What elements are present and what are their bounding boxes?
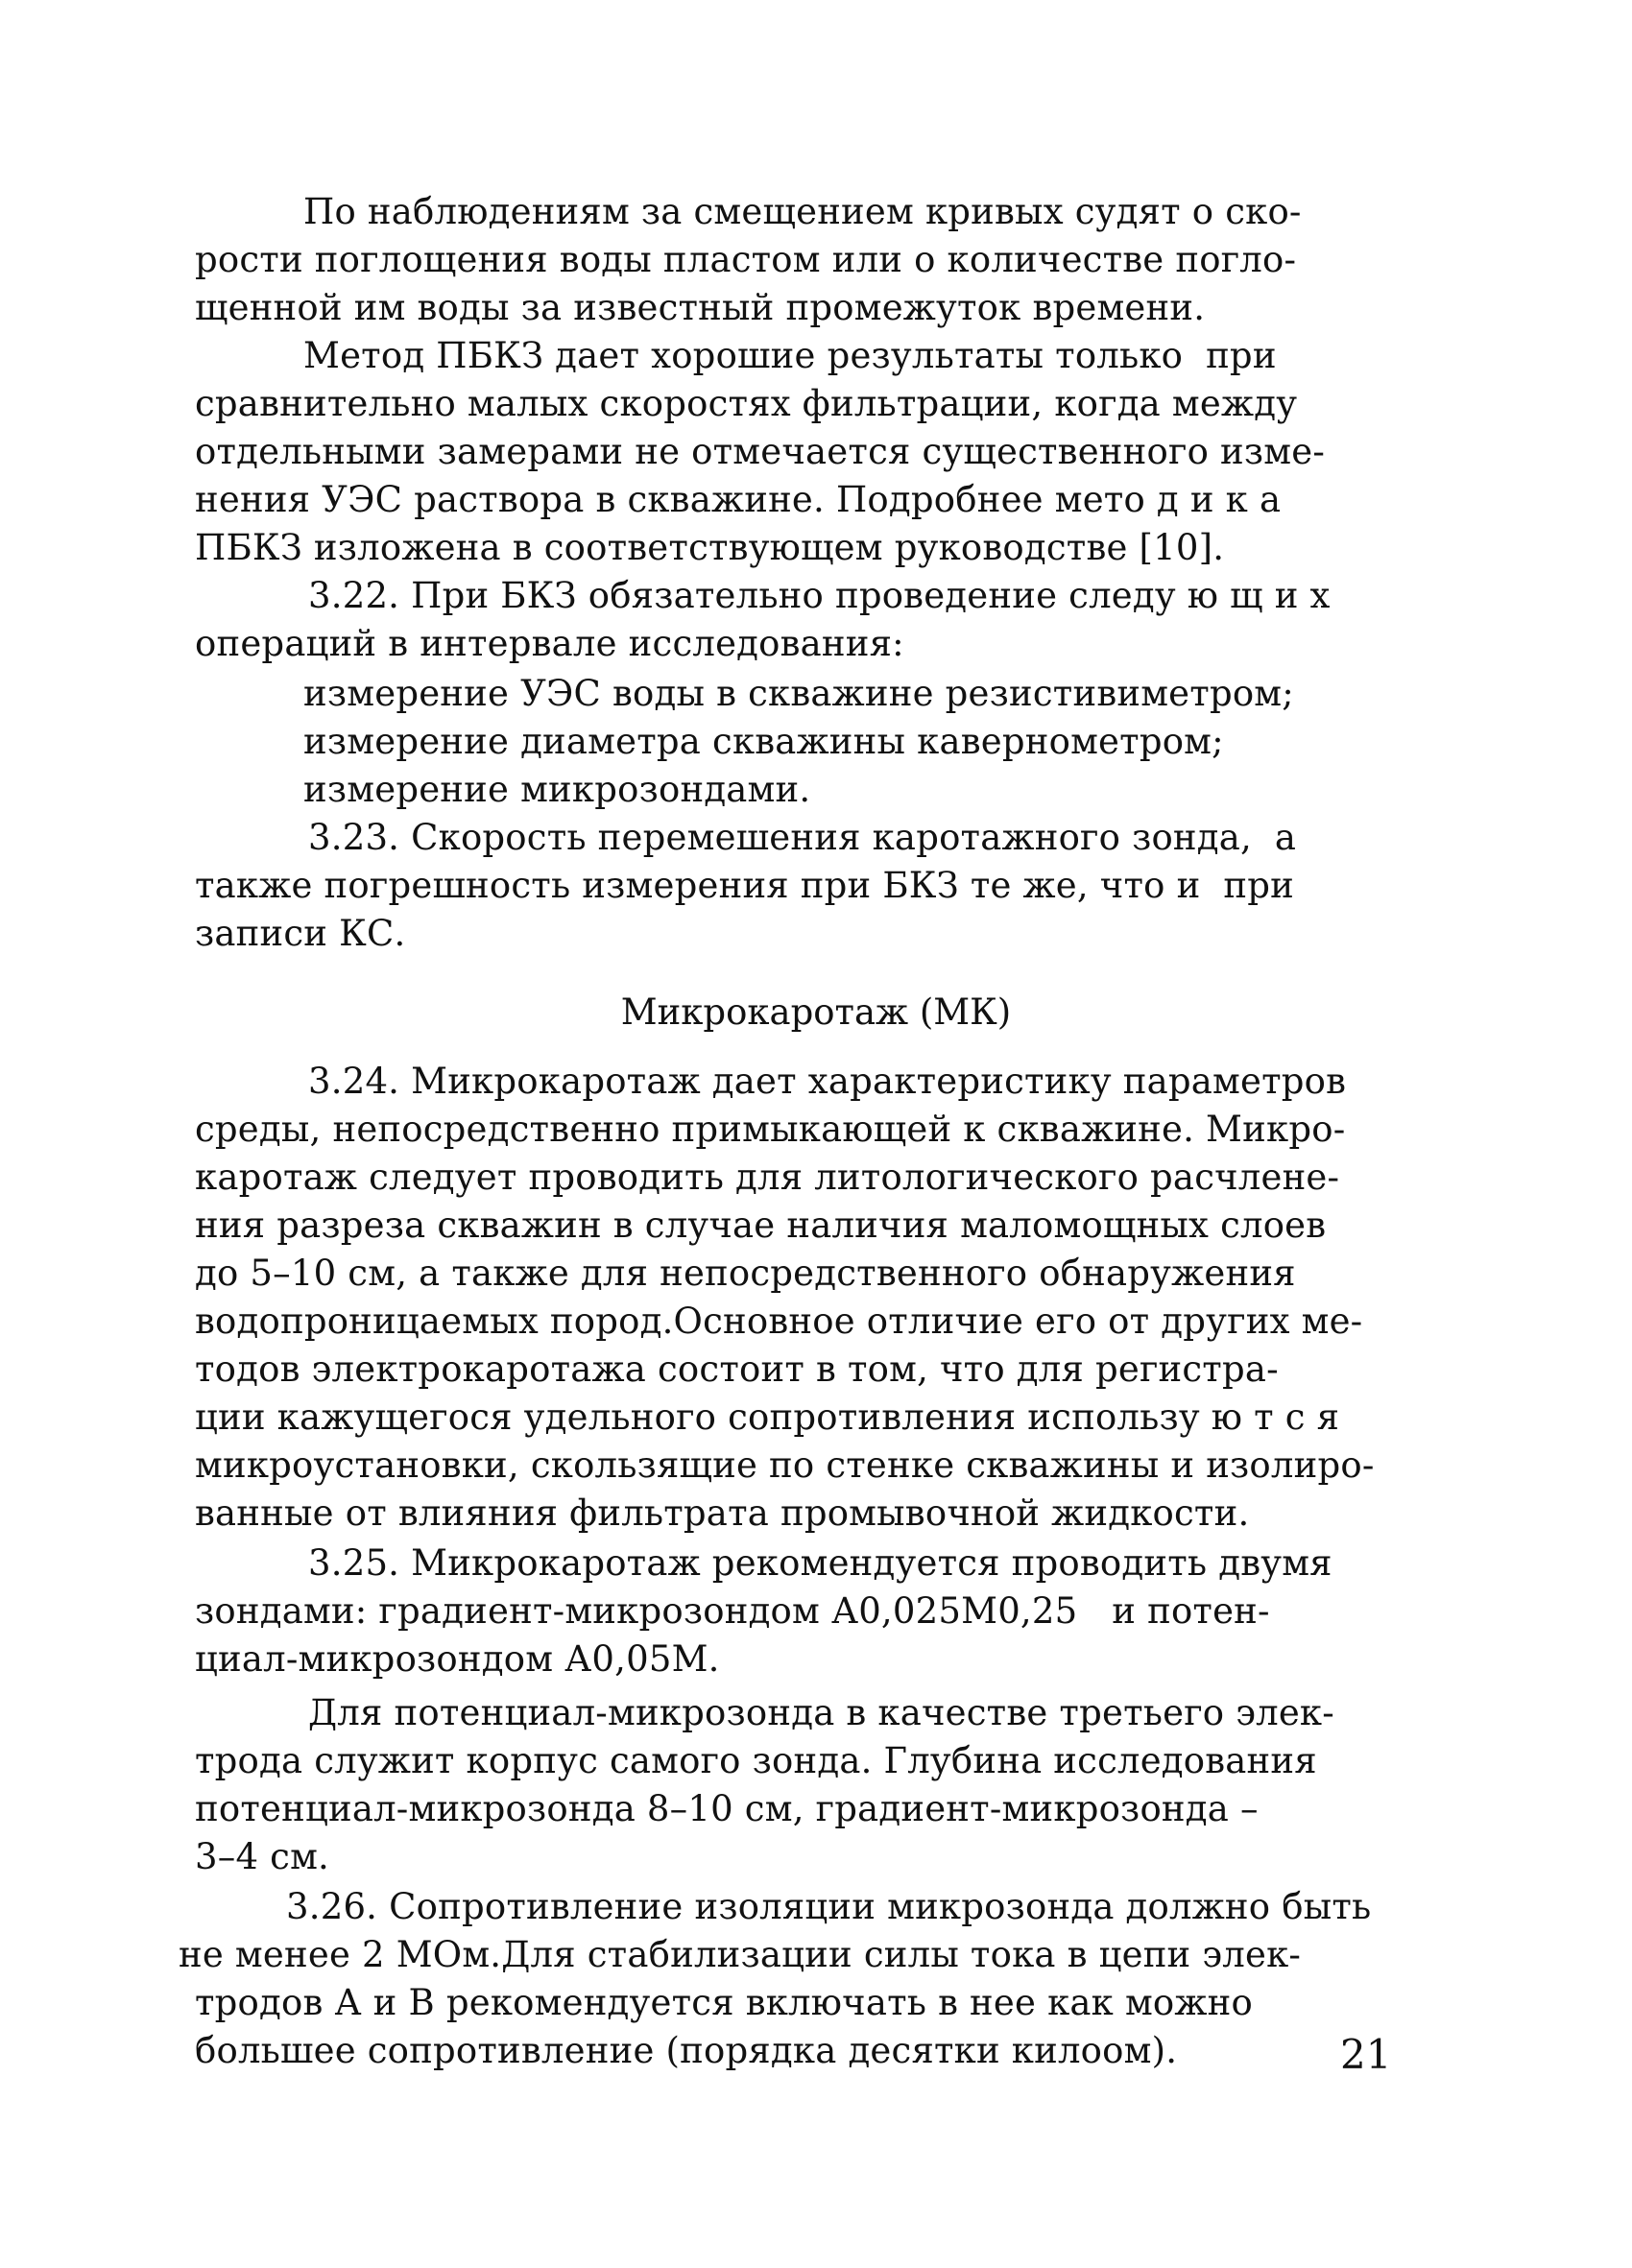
text-line: тодов электрокаротажа состоит в том, что для регистра- — [195, 1349, 1279, 1390]
list-item: измерение УЭС воды в скважине резистивиметром; — [303, 673, 1294, 714]
text-line: ванные от влияния фильтрата промывочной жидкости. — [195, 1492, 1250, 1534]
text-line: записи КС. — [195, 913, 406, 954]
text-line: каротаж следует проводить для литологического расчлене- — [195, 1157, 1340, 1198]
list-item: измерение микрозондами. — [303, 769, 811, 810]
text-line: зондами: градиент-микрозондом А0,025М0,25 и потен- — [195, 1590, 1270, 1632]
text-line: ния разреза скважин в случае наличия маломощных слоев — [195, 1205, 1327, 1246]
text-line: щенной им воды за известный промежуток времени. — [195, 287, 1206, 328]
text-line: ции кажущегося удельного сопротивления использу ю т с я — [195, 1397, 1340, 1438]
text-line: до 5–10 см, а также для непосредственного обнаружения — [195, 1253, 1296, 1294]
text-line: отдельными замерами не отмечается существенного изме- — [195, 431, 1326, 472]
text-line: операций в интервале исследования: — [195, 623, 904, 664]
text-line: По наблюдениям за смещением кривых судят о ско- — [303, 191, 1302, 232]
text-line: микроустановки, скользящие по стенке скважины и изолиро- — [195, 1444, 1375, 1486]
text-line: сравнительно малых скоростях фильтрации, когда между — [195, 383, 1298, 424]
list-item: измерение диаметра скважины кавернометром; — [303, 721, 1224, 762]
text-line: 3.25. Микрокаротаж рекомендуется проводить двумя — [308, 1542, 1332, 1584]
text-line: трода служит корпус самого зонда. Глубина исследования — [195, 1740, 1317, 1781]
page-number: 21 — [1340, 2031, 1392, 2078]
text-line: 3.24. Микрокаротаж дает характеристику параметров — [308, 1061, 1347, 1102]
text-line: также погрешность измерения при БКЗ те же, что и при — [195, 865, 1294, 906]
text-line: среды, непосредственно примыкающей к скважине. Микро- — [195, 1109, 1346, 1150]
text-line: нения УЭС раствора в скважине. Подробнее мето д и к а — [195, 479, 1282, 520]
text-line: Для потенциал-микрозонда в качестве третьего элек- — [308, 1692, 1334, 1733]
text-line: 3–4 см. — [195, 1836, 330, 1877]
text-line: циал-микрозондом А0,05М. — [195, 1638, 720, 1680]
section-heading: Микрокаротаж (МК) — [620, 991, 1012, 1033]
text-line: не менее 2 МОм.Для стабилизации силы тока в цепи элек- — [179, 1934, 1302, 1975]
text-line: водопроницаемых пород.Основное отличие его от других ме- — [195, 1301, 1363, 1342]
text-line: тродов А и В рекомендуется включать в нее как можно — [195, 1982, 1253, 2023]
text-line: 3.23. Скорость перемешения каротажного зонда, а — [308, 817, 1297, 858]
text-line: большее сопротивление (порядка десятки килоом). — [195, 2030, 1178, 2071]
text-line: потенциал-микрозонда 8–10 см, градиент-микрозонда – — [195, 1788, 1259, 1829]
text-line: 3.26. Сопротивление изоляции микрозонда должно быть — [286, 1886, 1372, 1927]
text-line: Метод ПБКЗ дает хорошие результаты только при — [303, 335, 1277, 376]
text-line: рости поглощения воды пластом или о количестве погло- — [195, 239, 1297, 280]
text-line: ПБКЗ изложена в соответствующем руководстве [10]. — [195, 527, 1225, 568]
text-line: 3.22. При БКЗ обязательно проведение следу ю щ и х — [308, 575, 1331, 616]
